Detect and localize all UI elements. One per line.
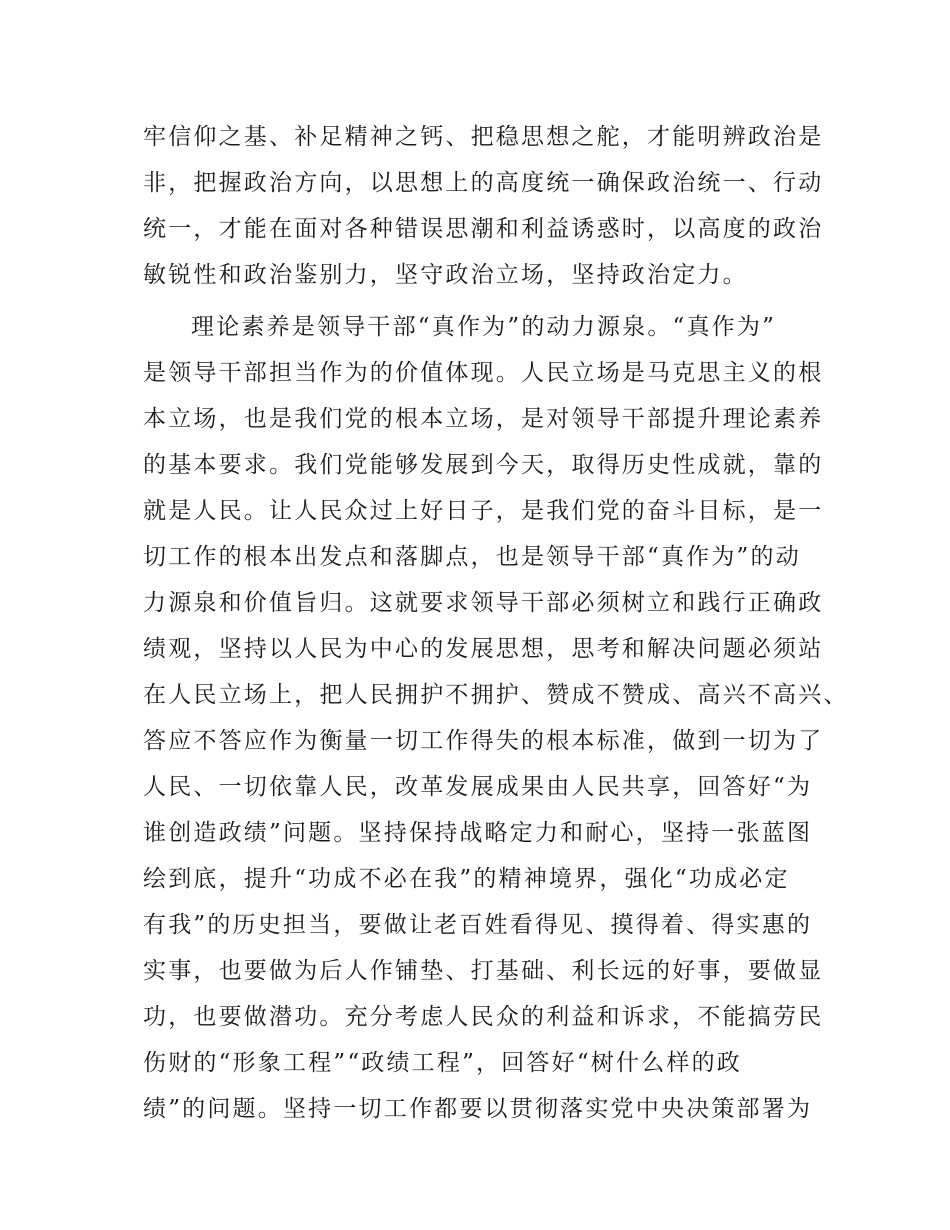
text-line: 统一，才能在面对各种错误思潮和利益诱惑时，以高度的政治 — [143, 216, 824, 242]
text-line: 伤财的“形象工程”“政绩工程”，回答好“树什么样的政 — [143, 1050, 742, 1076]
text-line-indented: 理论素养是领导干部“真作为”的动力源泉。“真作为” — [191, 314, 777, 340]
paragraph-2 — [143, 304, 849, 1132]
text-line: 敏锐性和政治鉴别力，坚守政治立场，坚持政治定力。 — [143, 262, 748, 288]
text-line: 是领导干部担当作为的价值体现。人民立场是马克思主义的根 — [143, 360, 824, 386]
text-line: 实事，也要做为后人作铺垫、打基础、利长远的好事，要做显 — [143, 958, 824, 984]
text-line: 力源泉和价值旨归。这就要求领导干部必须树立和践行正确政 — [143, 590, 824, 616]
text-line: 功，也要做潜功。充分考虑人民众的利益和诉求，不能搞劳民 — [143, 1004, 824, 1030]
text-line: 切工作的根本出发点和落脚点，也是领导干部“真作为”的动 — [143, 544, 801, 570]
text-line: 绩观，坚持以人民为中心的发展思想，思考和解决问题必须站 — [143, 636, 824, 662]
text-line: 答应不答应作为衡量一切工作得失的根本标准，做到一切为了 — [143, 728, 824, 754]
text-line: 谁创造政绩”问题。坚持保持战略定力和耐心，坚持一张蓝图 — [143, 820, 813, 846]
text-line: 绘到底，提升“功成不必在我”的精神境界，强化“功成必定 — [143, 866, 790, 892]
text-line: 牢信仰之基、补足精神之钙、把稳思想之舵，才能明辨政治是 — [143, 124, 824, 150]
text-line: 本立场，也是我们党的根本立场，是对领导干部提升理论素养 — [143, 406, 824, 432]
text-line: 就是人民。让人民众过上好日子，是我们党的奋斗目标，是一 — [143, 498, 824, 524]
body-text — [143, 114, 849, 1132]
paragraph-1 — [143, 114, 833, 298]
text-line: 在人民立场上，把人民拥护不拥护、赞成不赞成、高兴不高兴、 — [143, 682, 849, 708]
text-line: 人民、一切依靠人民，改革发展成果由人民共享，回答好“为 — [143, 774, 813, 800]
text-line: 的基本要求。我们党能够发展到今天，取得历史性成就，靠的 — [143, 452, 824, 478]
text-line: 非，把握政治方向，以思想上的高度统一确保政治统一、行动 — [143, 170, 824, 196]
text-line: 绩”的问题。坚持一切工作都要以贯彻落实党中央决策部署为 — [143, 1096, 813, 1122]
text-line: 有我”的历史担当，要做让老百姓看得见、摸得着、得实惠的 — [143, 912, 813, 938]
